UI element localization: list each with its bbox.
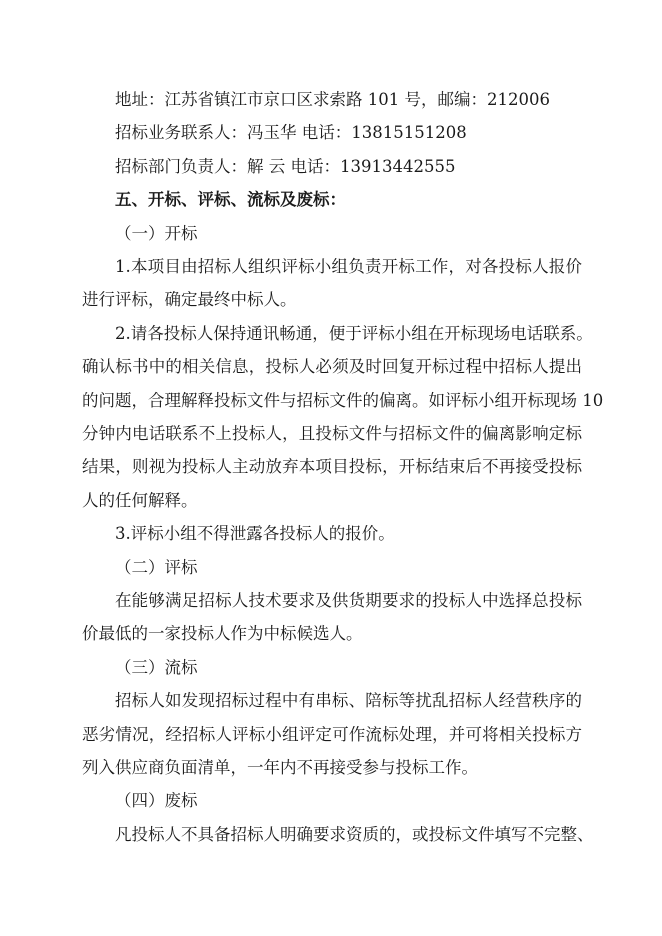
- text-line: 分钟内电话联系不上投标人，且投标文件与招标文件的偏离影响定标: [82, 424, 582, 443]
- text-line: 确认标书中的相关信息，投标人必须及时回复开标过程中招标人提出: [82, 357, 582, 377]
- text-line: 人的任何解释。: [82, 490, 198, 510]
- text-line: 恶劣情况，经招标人评标小组评定可作流标处理，并可将相关投标方: [82, 724, 582, 744]
- text-line: 进行评标，确定最终中标人。: [82, 290, 297, 310]
- text-line: （一）开标: [115, 223, 198, 243]
- text-line: 3.评标小组不得泄露各投标人的报价。: [115, 524, 395, 544]
- text-line: 1.本项目由招标人组织评标小组负责开标工作，对各投标人报价: [115, 257, 582, 276]
- text-line: 2.请各投标人保持通讯畅通，便于评标小组在开标现场电话联系。: [115, 323, 593, 343]
- text-line: 招标部门负责人：解 云 电话：13913442555: [115, 156, 456, 176]
- text-line: 的问题，合理解释投标文件与招标文件的偏离。如评标小组开标现场 10: [82, 390, 604, 410]
- text-line: 结果，则视为投标人主动放弃本项目投标，开标结束后不再接受投标: [82, 457, 582, 477]
- text-line: 招标人如发现招标过程中有串标、陪标等扰乱招标人经营秩序的: [115, 691, 582, 711]
- text-line: 列入供应商负面清单，一年内不再接受参与投标工作。: [82, 758, 478, 777]
- text-line: （二）评标: [115, 557, 198, 577]
- section-heading: 五、开标、评标、流标及废标：: [115, 190, 346, 210]
- text-line: 凡投标人不具备招标人明确要求资质的，或投标文件填写不完整、: [115, 824, 594, 844]
- text-line: 地址：江苏省镇江市京口区求索路 101 号，邮编：212006: [115, 90, 550, 109]
- text-line: 价最低的一家投标人作为中标候选人。: [82, 624, 363, 644]
- text-line: 招标业务联系人：冯玉华 电话：13815151208: [115, 123, 467, 143]
- text-line: 在能够满足招标人技术要求及供货期要求的投标人中选择总投标: [115, 591, 582, 610]
- text-line: （三）流标: [115, 657, 198, 677]
- text-line: （四）废标: [115, 791, 198, 811]
